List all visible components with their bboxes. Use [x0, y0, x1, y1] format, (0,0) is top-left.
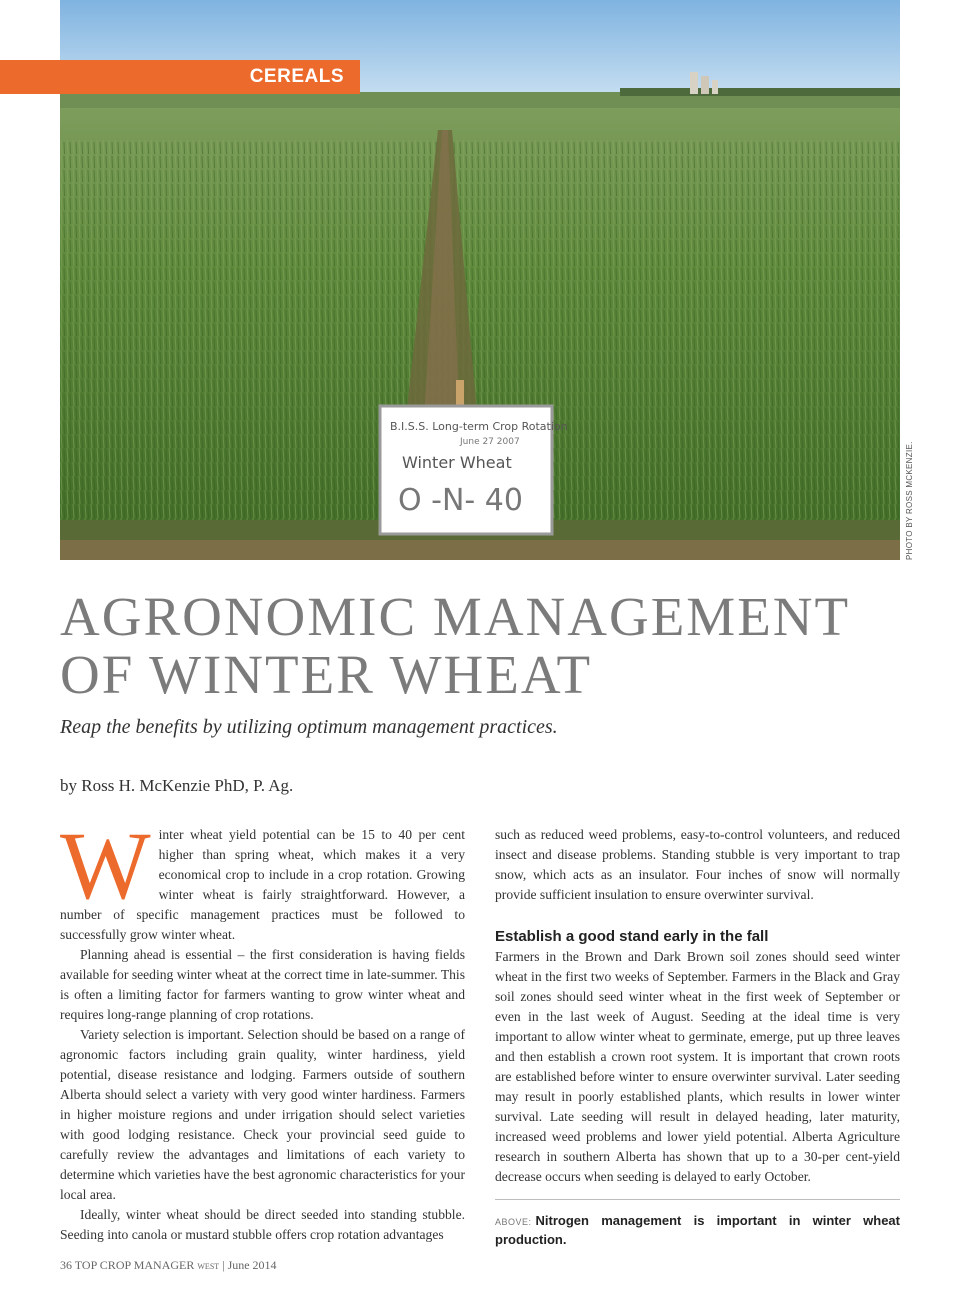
page-number: 36	[60, 1258, 72, 1272]
magazine-edition: WEST	[197, 1262, 220, 1271]
headline-line-1: AGRONOMIC MANAGEMENT	[60, 586, 851, 647]
body-column-right	[495, 825, 900, 1187]
sign-line-1: B.I.S.S. Long-term Crop Rotation	[390, 420, 568, 433]
caption-divider	[495, 1199, 900, 1200]
body-paragraph: Winter wheat yield potential can be 15 to 40 per cent higher than spring wheat, which makes it a very economical crop to include in a crop rotation. Growing winter wheat is fairly straightforward. However, a number of specific management practices must be followed to successfully grow winter wheat.	[60, 812, 465, 942]
sign-line-3: Winter Wheat	[402, 453, 512, 472]
body-paragraph: Ideally, winter wheat should be direct seeded into standing stubble. Seeding into canola or mustard stubble offers crop rotation advantages	[60, 1207, 465, 1242]
photo-caption	[495, 1212, 900, 1248]
section-subhead: Establish a good stand early in the fall	[495, 928, 769, 945]
photo-credit: PHOTO BY ROSS MCKENZIE.	[905, 441, 914, 560]
body-paragraph: Planning ahead is essential – the first consideration is having fields available for seeding winter wheat at the correct time in late-summer. This is often a limiting factor for farmers wanting to grow winter wheat and requires long-range planning of crop rotations.	[60, 947, 465, 1022]
body-paragraph: Farmers in the Brown and Dark Brown soil zones should seed winter wheat in the first two weeks of September. Farmers in the Black and Gray soil zones should seed winter wheat in the first week of September or even in the last week of August. Seeding at the ideal time is very important to allow winter wheat to germinate, emerge, put up three leaves and then establish a crown root system. It is important that crown roots are established before winter to ensure overwinter survival. Later seeding may result in poorly established plants, which results in lower winter survival. Late seeding will result in delayed heading, later maturity, increased weed problems and lower yield potential. Alberta Agriculture research in southern Alberta has shown that up to a 30-per cent-yield decrease occurs when seeding is delayed to early October.	[495, 949, 900, 1184]
caption-label: ABOVE:	[495, 1217, 532, 1227]
body-column-left	[60, 812, 466, 1245]
caption-text: Nitrogen management is important in winter wheat production.	[495, 1213, 900, 1247]
footer-separator: |	[222, 1258, 225, 1272]
body-paragraph: Variety selection is important. Selection should be based on a range of agronomic factors including grain quality, winter hardiness, yield potential, disease resistance and lodging. Farmers outside of southern Alberta should select a variety with very good winter hardiness. Farmers in higher moisture regions and under irrigation should select varieties with good lodging resistance. Check your provincial seed guide to carefully review the advantages and limitations of each variety to determine which varieties have the best agronomic characteristics for your local area.	[60, 1027, 466, 1202]
article-headline	[60, 588, 910, 704]
drop-cap: W	[60, 812, 151, 919]
section-tab: CEREALS	[0, 60, 360, 94]
sign-line-2: June 27 2007	[460, 437, 520, 447]
magazine-name: TOP CROP MANAGER	[74, 1258, 195, 1272]
byline: by Ross H. McKenzie PhD, P. Ag.	[60, 776, 294, 795]
headline-line-2: OF WINTER WHEAT	[60, 644, 593, 705]
issue-date: June 2014	[227, 1258, 277, 1272]
article-deck: Reap the benefits by utilizing optimum management practices.	[60, 716, 558, 738]
sign-line-4: O -N- 40	[398, 483, 523, 518]
body-paragraph: such as reduced weed problems, easy-to-control volunteers, and reduced insect and disease problems. Standing stubble is very important to trap snow, which acts as an insulator. Four inches of snow will normally provide sufficient insulation to ensure overwinter survival.	[495, 827, 900, 902]
page-footer	[60, 1258, 277, 1273]
